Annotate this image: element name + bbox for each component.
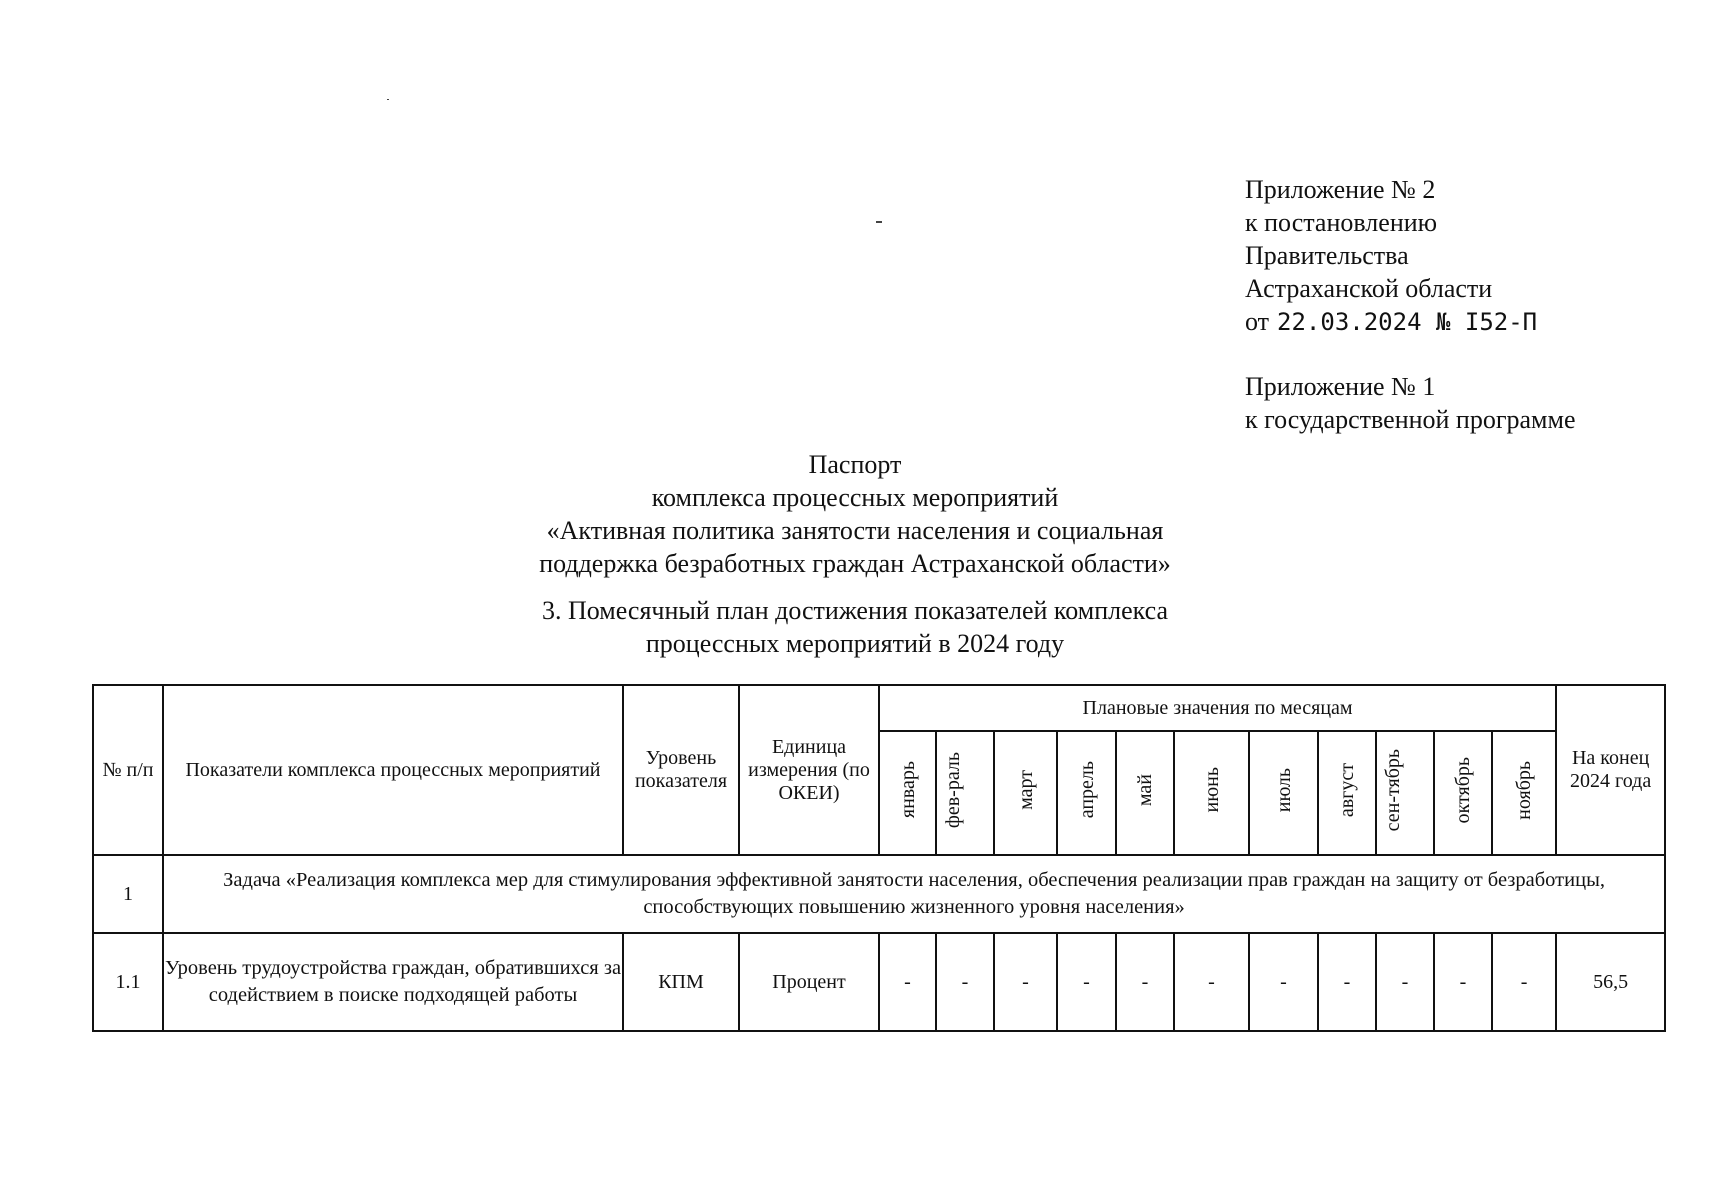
table-row-task (93, 855, 1665, 933)
title-line: Паспорт (808, 450, 902, 479)
month-label: июнь (1200, 767, 1223, 813)
month-label: март (1014, 770, 1037, 810)
month-value: - (1492, 933, 1556, 1031)
month-value: - (1249, 933, 1318, 1031)
indicator-year-end: 56,5 (1556, 933, 1665, 1031)
appendix-line: Приложение № 1 (1245, 372, 1436, 401)
col-header-num: № п/п (93, 685, 163, 855)
indicator-text: Уровень трудоустройства граждан, обратившихся за содействием в поиске подходящей работы (163, 933, 623, 1031)
document-title (480, 448, 1230, 580)
month-value: - (936, 933, 994, 1031)
section-line: процессных мероприятий в 2024 году (645, 629, 1065, 658)
monthly-plan-table (92, 684, 1666, 1032)
indicator-num: 1.1 (93, 933, 163, 1031)
month-value: - (1434, 933, 1492, 1031)
month-header (1434, 731, 1492, 855)
approval-line: Правительства (1245, 241, 1409, 270)
indicator-level: КПМ (623, 933, 739, 1031)
col-header-level: Уровень показателя (623, 685, 739, 855)
month-label: июль (1272, 767, 1295, 813)
section-heading (480, 594, 1230, 660)
month-label: май (1134, 773, 1156, 807)
title-line: поддержка безработных граждан Астраханской области» (539, 549, 1171, 578)
title-line: «Активная политика занятости населения и социальная (546, 516, 1164, 545)
month-value: - (1174, 933, 1249, 1031)
month-header (1318, 731, 1376, 855)
month-value: - (1318, 933, 1376, 1031)
col-header-year-end: На конец 2024 года (1556, 685, 1665, 855)
table-header-row (93, 685, 1665, 731)
month-value: - (879, 933, 936, 1031)
month-header (1376, 731, 1434, 855)
col-header-unit: Единица измерения (по ОКЕИ) (739, 685, 879, 855)
month-label: апрель (1075, 761, 1098, 819)
month-label: фев-раль (942, 751, 964, 829)
month-header (1174, 731, 1249, 855)
appendix-line: к государственной программе (1245, 405, 1576, 434)
col-header-indicators: Показатели комплекса процессных мероприятий (163, 685, 623, 855)
month-label: январь (896, 761, 919, 819)
task-text: Задача «Реализация комплекса мер для стимулирования эффективной занятости населения, обеспечения реализации прав граждан на защиту от безработицы, способствующих повышению жизненного уровня населения» (163, 855, 1665, 933)
month-header (1057, 731, 1116, 855)
approval-date-prefix: от (1245, 307, 1270, 336)
approval-date-number: 22.03.2024 № I52-П (1277, 308, 1538, 336)
scan-speck (387, 99, 389, 100)
month-header (1249, 731, 1318, 855)
title-line: комплекса процессных мероприятий (651, 483, 1059, 512)
month-label: октябрь (1452, 756, 1474, 824)
scan-speck (876, 221, 882, 223)
month-label: сен-тябрь (1382, 748, 1404, 832)
month-header (879, 731, 936, 855)
col-header-monthly: Плановые значения по месяцам (879, 685, 1556, 731)
month-header (994, 731, 1057, 855)
indicator-unit: Процент (739, 933, 879, 1031)
task-num: 1 (93, 855, 163, 933)
month-header (1116, 731, 1174, 855)
section-line: 3. Помесячный план достижения показателей комплекса (541, 596, 1169, 625)
appendix-note (1245, 370, 1576, 436)
month-value: - (994, 933, 1057, 1031)
approval-stamp (1245, 173, 1537, 339)
month-value: - (1116, 933, 1174, 1031)
approval-line: к постановлению (1245, 208, 1438, 237)
table-row-indicator (93, 933, 1665, 1031)
month-header (936, 731, 994, 855)
approval-date-line (1245, 305, 1537, 339)
month-label: август (1336, 762, 1358, 818)
approval-line: Приложение № 2 (1245, 175, 1436, 204)
month-value: - (1057, 933, 1116, 1031)
month-value: - (1376, 933, 1434, 1031)
month-label: ноябрь (1513, 760, 1536, 820)
approval-line: Астраханской области (1245, 274, 1493, 303)
month-header (1492, 731, 1556, 855)
